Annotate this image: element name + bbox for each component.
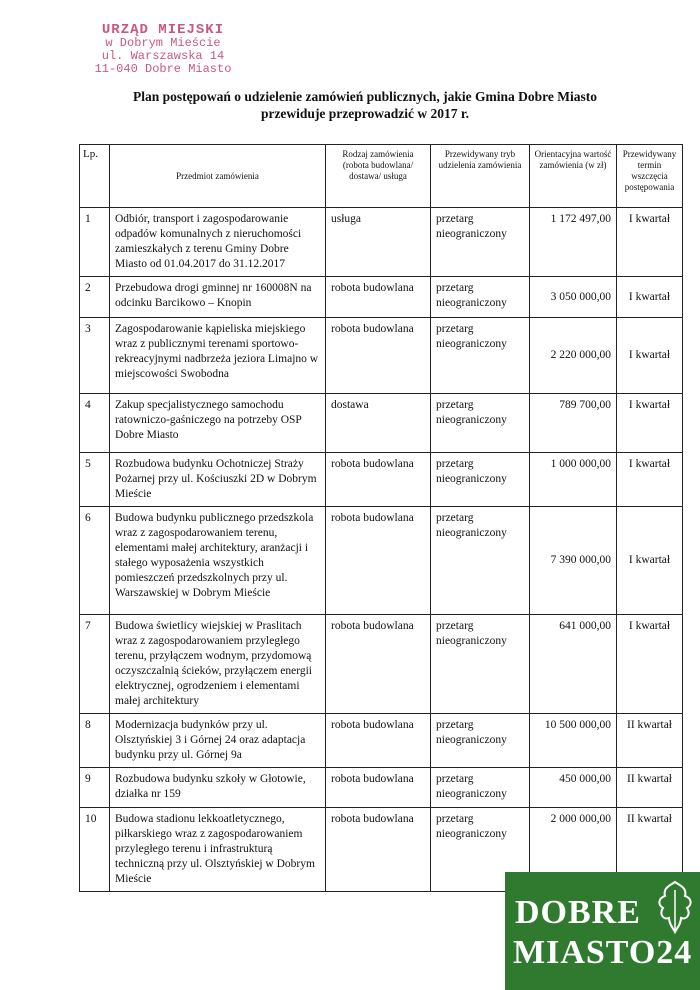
row-type: robota budowlana (326, 453, 431, 507)
row-type: robota budowlana (326, 808, 431, 892)
procurement-table (79, 144, 683, 892)
header-subject: Przedmiot zamówienia (110, 145, 326, 208)
row-lp: 2 (80, 277, 110, 318)
row-subject: Zagospodarowanie kąpieliska miejskiego wraz z publicznymi terenami sportowo-rekreacyjnymi nadbrzeża jeziora Limajno w miejscowości Swobodna (110, 318, 326, 394)
row-value: 450 000,00 (530, 768, 617, 808)
row-mode: przetarg nieograniczony (431, 768, 530, 808)
row-value: 1 000 000,00 (530, 453, 617, 507)
row-type: robota budowlana (326, 277, 431, 318)
row-value: 10 500 000,00 (530, 714, 617, 768)
row-type: robota budowlana (326, 714, 431, 768)
row-lp: 3 (80, 318, 110, 394)
row-subject: Rozbudowa budynku Ochotniczej Straży Pożarnej przy ul. Kościuszki 2D w Dobrym Mieście (110, 453, 326, 507)
table-row (80, 507, 683, 615)
row-subject: Modernizacja budynków przy ul. Olsztyńskiej 3 i Górnej 24 oraz adaptacja budynku przy ul. Górnej 9a (110, 714, 326, 768)
row-mode: przetarg nieograniczony (431, 714, 530, 768)
row-type: robota budowlana (326, 768, 431, 808)
row-mode: przetarg nieograniczony (431, 615, 530, 714)
row-term: I kwartał (617, 507, 683, 615)
table-row (80, 394, 683, 453)
row-value: 641 000,00 (530, 615, 617, 714)
row-subject: Rozbudowa budynku szkoły w Głotowie, działka nr 159 (110, 768, 326, 808)
table-header-row (80, 145, 683, 208)
stamp-line-3: ul. Warszawska 14 (101, 49, 225, 63)
logo-line-1: DOBRE (515, 894, 641, 931)
row-value: 2 220 000,00 (530, 318, 617, 394)
row-term: I kwartał (617, 453, 683, 507)
header-mode: Przewidywany tryb udzielenia zamówienia (431, 145, 530, 208)
table-row (80, 768, 683, 808)
header-value: Orientacyjna wartość zamówienia (w zł) (530, 145, 617, 208)
row-lp: 4 (80, 394, 110, 453)
row-term: I kwartał (617, 208, 683, 277)
row-mode: przetarg nieograniczony (431, 277, 530, 318)
row-term: I kwartał (617, 394, 683, 453)
row-value: 3 050 000,00 (530, 277, 617, 318)
row-term: II kwartał (617, 768, 683, 808)
row-mode: przetarg nieograniczony (431, 507, 530, 615)
stamp-line-2: w Dobrym Mieście (105, 36, 221, 50)
row-value: 1 172 497,00 (530, 208, 617, 277)
row-mode: przetarg nieograniczony (431, 808, 530, 892)
oak-leaf-icon (655, 878, 695, 934)
logo-line-2: MIASTO24 (513, 934, 693, 971)
row-type: usługa (326, 208, 431, 277)
row-subject: Budowa świetlicy wiejskiej w Praslitach wraz z zagospodarowaniem przyległego terenu, przyłączem wodnym, przydomową oczyszczalnią ścieków, przyłączem energii elektrycznej, ogrodzeniem i elementami małej architektury (110, 615, 326, 714)
table-row (80, 615, 683, 714)
row-lp: 10 (80, 808, 110, 892)
row-lp: 6 (80, 507, 110, 615)
office-stamp (78, 24, 248, 76)
row-value: 789 700,00 (530, 394, 617, 453)
row-subject: Odbiór, transport i zagospodarowanie odpadów komunalnych z nieruchomości zamieszkałych z terenu Gminy Dobre Miasto od 01.04.2017 do 31.12.2017 (110, 208, 326, 277)
dobre-miasto-24-logo (505, 872, 700, 990)
table-row (80, 208, 683, 277)
header-type: Rodzaj zamówienia (robota budowlana/ dostawa/ usługa (326, 145, 431, 208)
table-row (80, 318, 683, 394)
row-lp: 9 (80, 768, 110, 808)
table-row (80, 714, 683, 768)
row-type: robota budowlana (326, 507, 431, 615)
table-row (80, 453, 683, 507)
stamp-line-1: URZĄD MIEJSKI (101, 22, 225, 38)
row-subject: Zakup specjalistycznego samochodu ratowniczo-gaśniczego na potrzeby OSP Dobre Miasto (110, 394, 326, 453)
row-lp: 1 (80, 208, 110, 277)
row-value: 2 000 000,00 (530, 808, 617, 892)
row-lp: 8 (80, 714, 110, 768)
row-lp: 5 (80, 453, 110, 507)
title-line-2: przewiduje przeprowadzić w 2017 r. (260, 106, 470, 121)
document-title (60, 88, 670, 122)
header-term: Przewidywany termin wszczęcia postępowania (617, 145, 683, 208)
row-type: robota budowlana (326, 615, 431, 714)
row-mode: przetarg nieograniczony (431, 318, 530, 394)
row-mode: przetarg nieograniczony (431, 394, 530, 453)
row-term: I kwartał (617, 277, 683, 318)
header-lp: Lp. (80, 145, 110, 208)
title-line-1: Plan postępowań o udzielenie zamówień publicznych, jakie Gmina Dobre Miasto (132, 89, 597, 104)
row-mode: przetarg nieograniczony (431, 208, 530, 277)
row-lp: 7 (80, 615, 110, 714)
row-term: II kwartał (617, 714, 683, 768)
row-subject: Przebudowa drogi gminnej nr 160008N na odcinku Barcikowo – Knopin (110, 277, 326, 318)
row-subject: Budowa budynku publicznego przedszkola wraz z zagospodarowaniem terenu, elementami małej architektury, aranżacji i stałego wyposażenia wszystkich pomieszczeń przedszkolnych przy ul. Warszawskiej w Dobrym Mieście (110, 507, 326, 615)
table-row (80, 277, 683, 318)
row-term: II kwartał (617, 808, 683, 892)
row-value: 7 390 000,00 (530, 507, 617, 615)
row-type: dostawa (326, 394, 431, 453)
row-mode: przetarg nieograniczony (431, 453, 530, 507)
row-term: I kwartał (617, 318, 683, 394)
stamp-line-4: 11-040 Dobre Miasto (94, 62, 232, 76)
row-type: robota budowlana (326, 318, 431, 394)
row-subject: Budowa stadionu lekkoatletycznego, piłkarskiego wraz z zagospodarowaniem przyległego terenu i infrastrukturą techniczną przy ul. Olsztyńskiej w Dobrym Mieście (110, 808, 326, 892)
row-term: I kwartał (617, 615, 683, 714)
